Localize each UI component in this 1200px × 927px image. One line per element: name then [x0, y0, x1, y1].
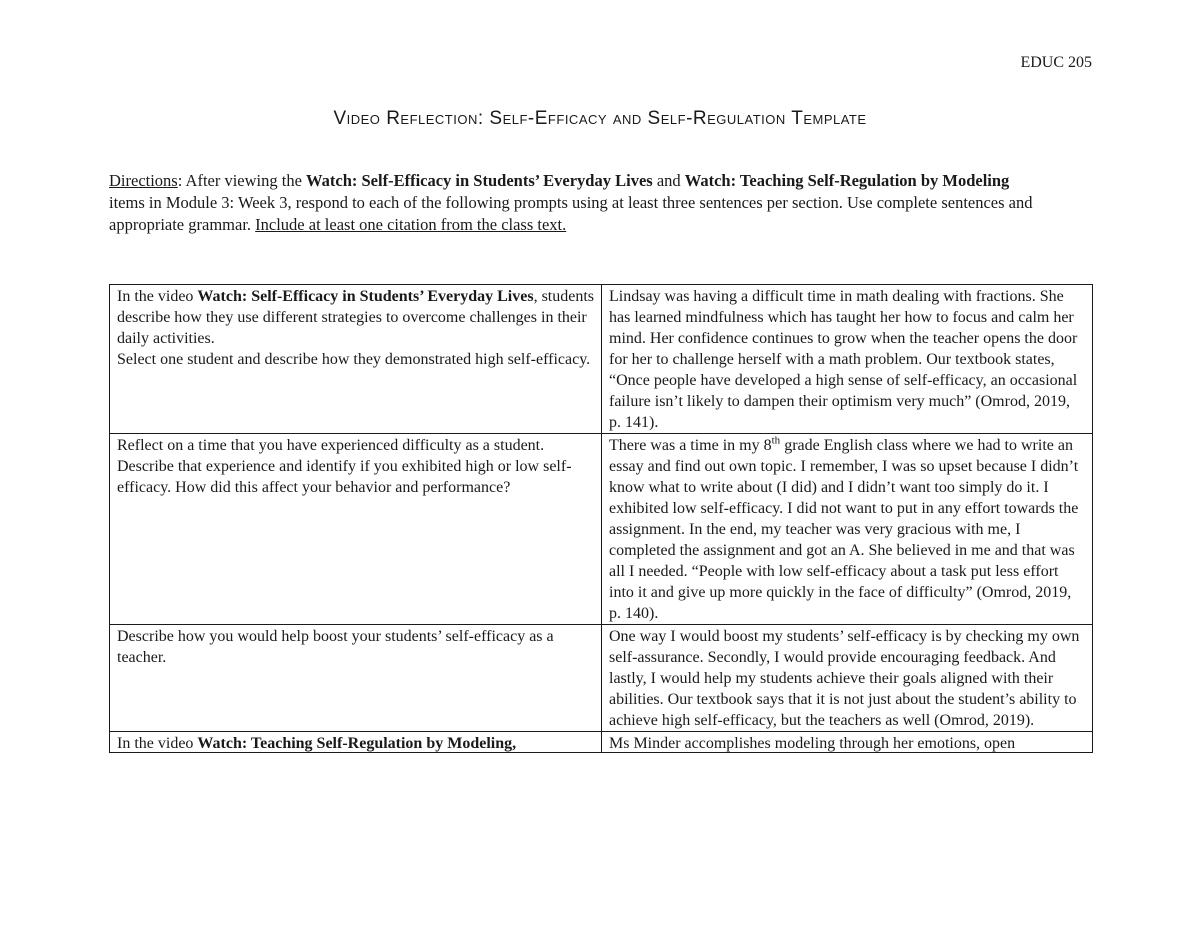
table-row — [110, 285, 1093, 434]
table-row — [110, 732, 1093, 753]
prompt-text: Reflect on a time that you have experienced difficulty as a student. Describe that experience and identify if you exhibited high or low self-efficacy. How did this affect your behavior and performance? — [117, 437, 572, 496]
prompt-cell — [110, 732, 602, 753]
response-cell — [602, 434, 1093, 625]
directions-video-2: Watch: Teaching Self-Regulation by Modeling — [684, 171, 1010, 190]
directions-label: Directions — [109, 171, 178, 190]
directions-text-1: : After viewing the — [177, 171, 307, 190]
prompt-video-title: Watch: Self-Efficacy in Students’ Everyday Lives — [197, 288, 534, 305]
response-cell — [602, 285, 1093, 434]
response-text: Ms Minder accomplishes modeling through her emotions, open — [609, 735, 1016, 752]
response-text: One way I would boost my students’ self-efficacy is by checking my own self-assurance. Secondly, I would provide encouraging feedback. And lastly, I would help my students achieve their goals aligned with their abilities. Our textbook says that it is not just about the student’s ability to achieve high self-efficacy, but the teachers as well (Omrod, 2019). — [609, 628, 1080, 729]
directions-text-2: and — [652, 171, 685, 190]
response-text: Lindsay was having a difficult time in math dealing with fractions. She has learned mindfulness which has taught her how to focus and calm her mind. Her confidence continues to grow when the teacher opens the door for her to challenge herself with a math problem. Our textbook states, “Once people have developed a high sense of self-efficacy, an occasional failure isn’t likely to dampen their optimism very much” (Omrod, 2019, p. 141). — [609, 288, 1078, 431]
prompt-text: Describe how you would help boost your students’ self-efficacy as a teacher. — [117, 628, 554, 666]
prompt-text: , students describe how they use different strategies to overcome challenges in their daily activities. — [117, 288, 595, 347]
table-row — [110, 625, 1093, 732]
course-code: EDUC 205 — [1020, 54, 1092, 71]
directions-video-1: Watch: Self-Efficacy in Students’ Everyday Lives — [306, 171, 653, 190]
prompt-cell — [110, 434, 602, 625]
prompt-text: , — [512, 735, 517, 752]
page-title-text: Video Reflection: Self-Efficacy and Self-Regulation Template — [333, 108, 867, 129]
table-row — [110, 434, 1093, 625]
page-title — [0, 108, 1200, 130]
prompt-cell — [110, 625, 602, 732]
response-text: There was a time in my 8 — [609, 437, 772, 454]
response-text: grade English class where we had to write an essay and find out own topic. I remember, I was so upset because I didn’t know what to write about (I did) and I didn’t want too simply do it. I exhibited low self-efficacy. I did not want to put in any effort towards the assignment. In the end, my teacher was very gracious with me, I completed the assignment and got an A. She believed in me and that was all I needed. “People with low self-efficacy about a task put less effort into it and give up more quickly in the face of difficulty” (Omrod, 2019, p. 140). — [609, 437, 1079, 622]
prompt-text: Select one student and describe how they demonstrated high self-efficacy. — [117, 351, 591, 368]
prompt-video-title: Watch: Teaching Self-Regulation by Modeling — [197, 735, 513, 752]
superscript: th — [771, 434, 781, 447]
directions-citation-note: Include at least one citation from the class text. — [255, 215, 567, 234]
directions-text-3: items in Module 3: Week 3, respond to each of the following prompts using at least three sentences per section. Use complete sentences and appropriate grammar. — [109, 193, 1033, 234]
prompt-text: In the video — [117, 735, 198, 752]
directions-paragraph — [109, 170, 1049, 236]
response-cell — [602, 732, 1093, 753]
prompt-cell — [110, 285, 602, 434]
reflection-table — [109, 284, 1093, 753]
prompt-text: In the video — [117, 288, 198, 305]
response-cell — [602, 625, 1093, 732]
